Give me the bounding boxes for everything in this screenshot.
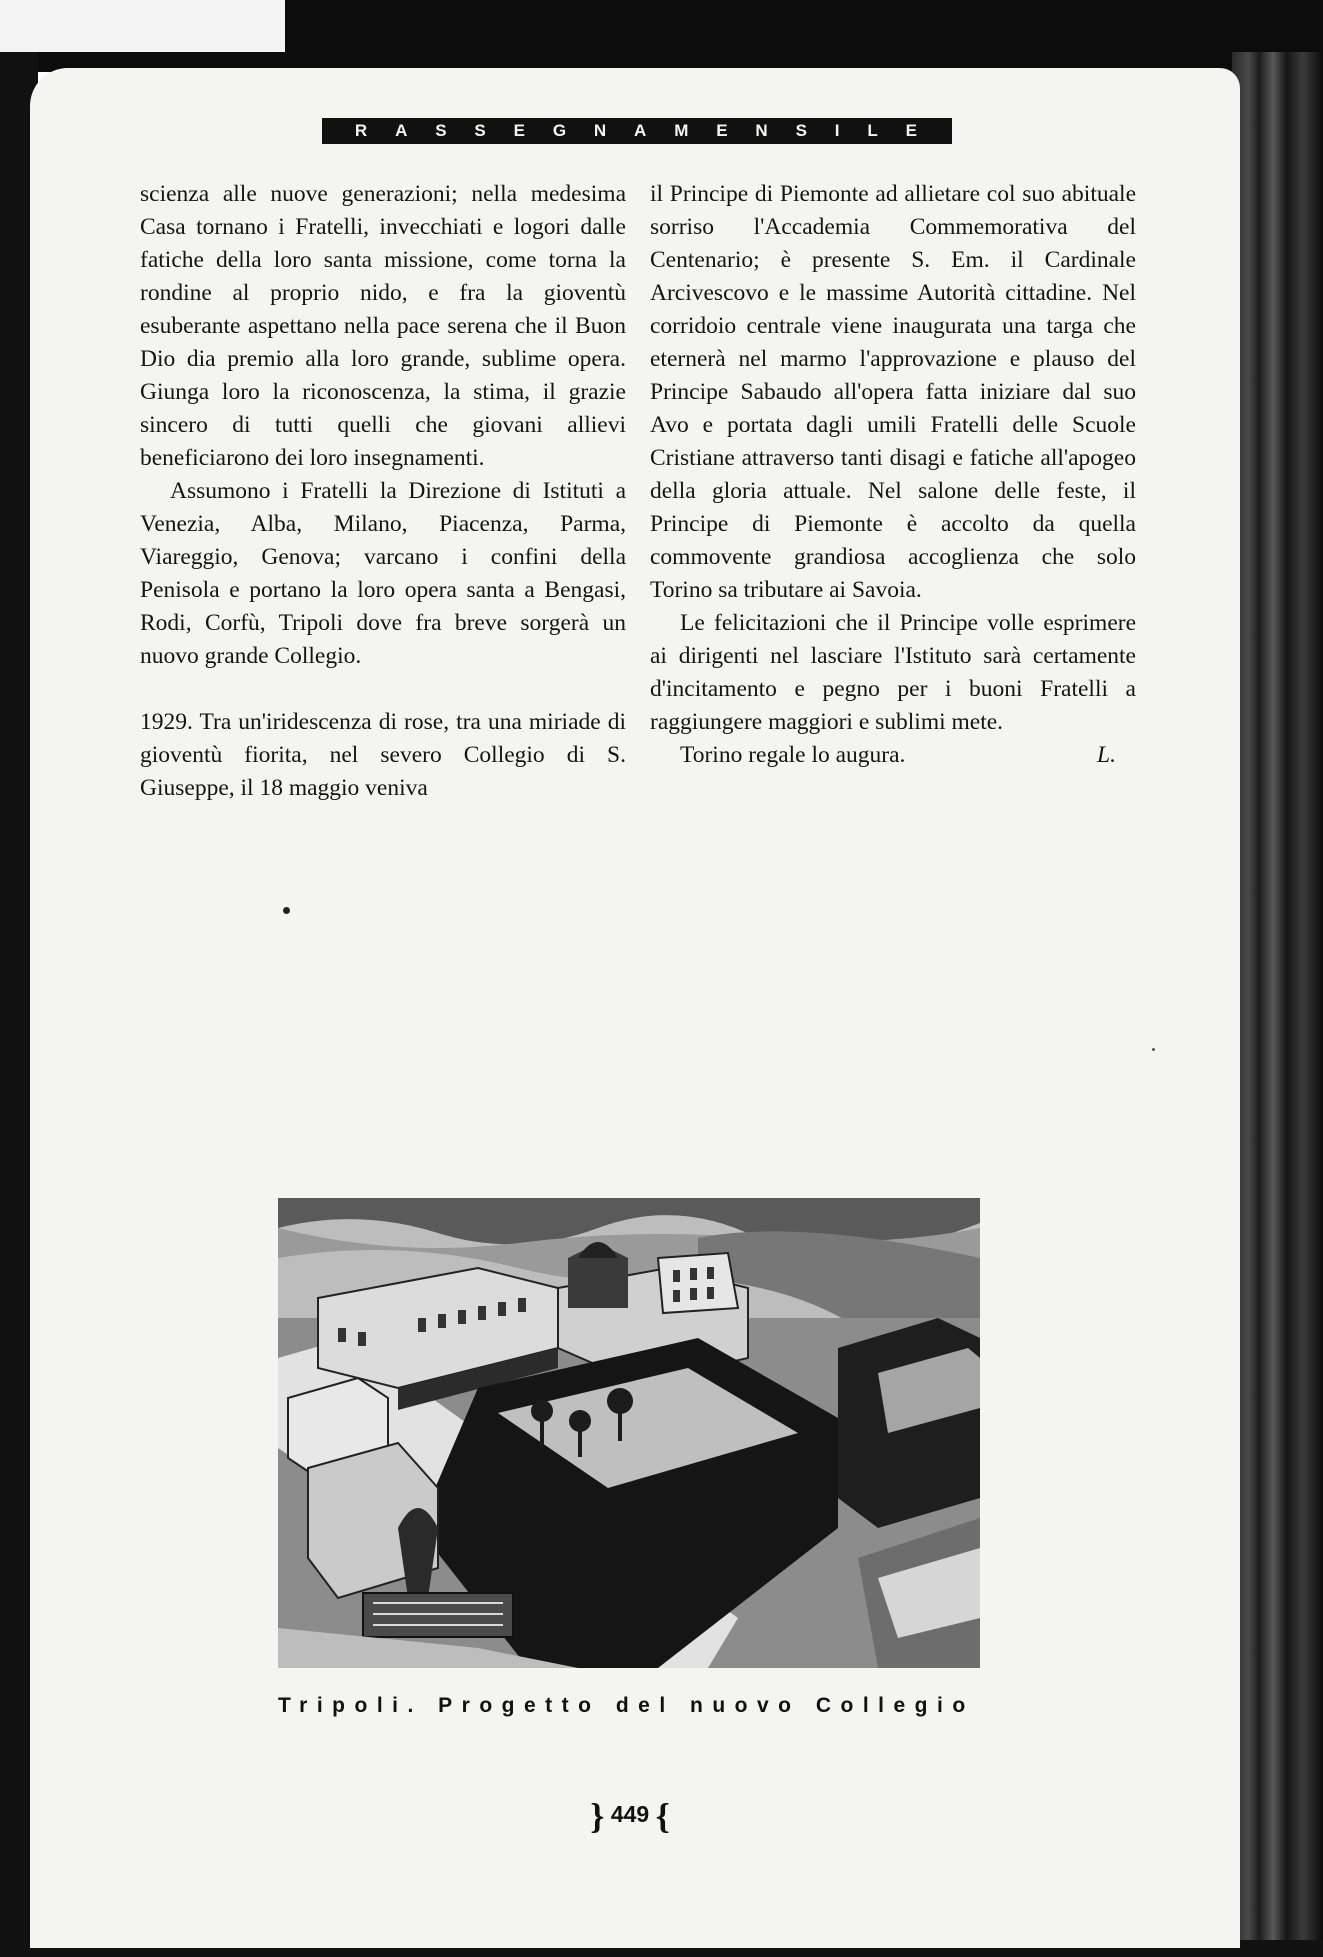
running-header-letter: N: [593, 121, 609, 140]
running-header: [322, 118, 952, 144]
paragraph: 1929. Tra un'iridescenza di rose, tra una miriade di gioventù fiorita, nel severo Collegio di S. Giuseppe, il 18 maggio veniva: [140, 709, 626, 801]
running-header-letter: G: [552, 121, 569, 140]
closing-line: [650, 739, 1136, 772]
running-header-letter: E: [513, 121, 527, 140]
running-header-letter: A: [634, 121, 649, 140]
running-header-letter: L: [867, 121, 880, 140]
running-header-letter: E: [905, 121, 919, 140]
paragraph: il Principe di Piemonte ad allietare col suo abituale sorriso l'Accademia Commemorativa del Centenario; è presente S. Em. il Cardinale Arcivescovo e le massime Autorità cittadine. Nel corridoio centrale viene inaugurata una targa che eternerà nel marmo l'approvazione e plauso del Principe Sabaudo all'opera fatta iniziare dal suo Avo e portata dagli umili Fratelli delle Scuole Cristiane attraverso tanti disagi e fatiche all'apogeo della gloria attuale. Nel salone delle feste, il Principe di Piemonte è accolto da quella commovente grandiosa accoglienza che solo Torino sa tributare ai Savoia.: [650, 181, 1136, 603]
text-column-right: [650, 178, 1136, 772]
figure-caption: Tripoli. Progetto del nuovo Collegio: [278, 1694, 975, 1717]
left-bracket-ornament: }: [590, 1796, 605, 1836]
running-header-letter: S: [435, 121, 449, 140]
running-header-letter: R: [354, 121, 370, 140]
book-spine-edge: [1232, 52, 1323, 1957]
page-number: [560, 1795, 700, 1837]
running-header-letter: S: [474, 121, 488, 140]
running-header-letter: M: [674, 121, 691, 140]
paragraph: scienza alle nuove generazioni; nella medesima Casa tornano i Fratelli, invecchiati e logori dalle fatiche della loro santa missione, come torna la rondine al proprio nido, e fra la gioventù esuberante aspettano nella pace serena che il Buon Dio dia premio alla loro grande, sublime opera. Giunga loro la riconoscenza, la stima, il grazie sincero di tutti quelli che giovani allievi beneficiarono dei loro insegnamenti.: [140, 181, 626, 471]
closing-text: Torino regale lo augura.: [680, 742, 906, 768]
text-column-left: [140, 178, 626, 805]
running-header-letter: E: [716, 121, 730, 140]
page-number-value: 449: [610, 1801, 650, 1828]
running-header-letter: S: [795, 121, 809, 140]
running-header-letter: I: [834, 121, 842, 140]
paragraph: Le felicitazioni che il Principe volle esprimere ai dirigenti nel lasciare l'Istituto sarà certamente d'incitamento e pegno per i buoni Fratelli a raggiungere maggiori e sublimi mete.: [650, 610, 1136, 735]
running-header-letter: A: [395, 121, 410, 140]
running-header-letter: N: [755, 121, 770, 140]
signature: L.: [1097, 742, 1116, 768]
print-speck: [1152, 1048, 1155, 1051]
college-project-illustration: [278, 1198, 980, 1668]
print-mark: [283, 907, 290, 914]
paragraph: Assumono i Fratelli la Direzione di Istituti a Venezia, Alba, Milano, Piacenza, Parma, Viareggio, Genova; varcano i confini della Penisola e portano la loro opera santa a Bengasi, Rodi, Corfù, Tripoli dove fra breve sorgerà un nuovo grande Collegio.: [140, 478, 626, 669]
scan-frame-notch: [0, 0, 285, 52]
right-bracket-ornament: {: [655, 1796, 670, 1836]
aerial-view-drawing: [278, 1198, 980, 1668]
